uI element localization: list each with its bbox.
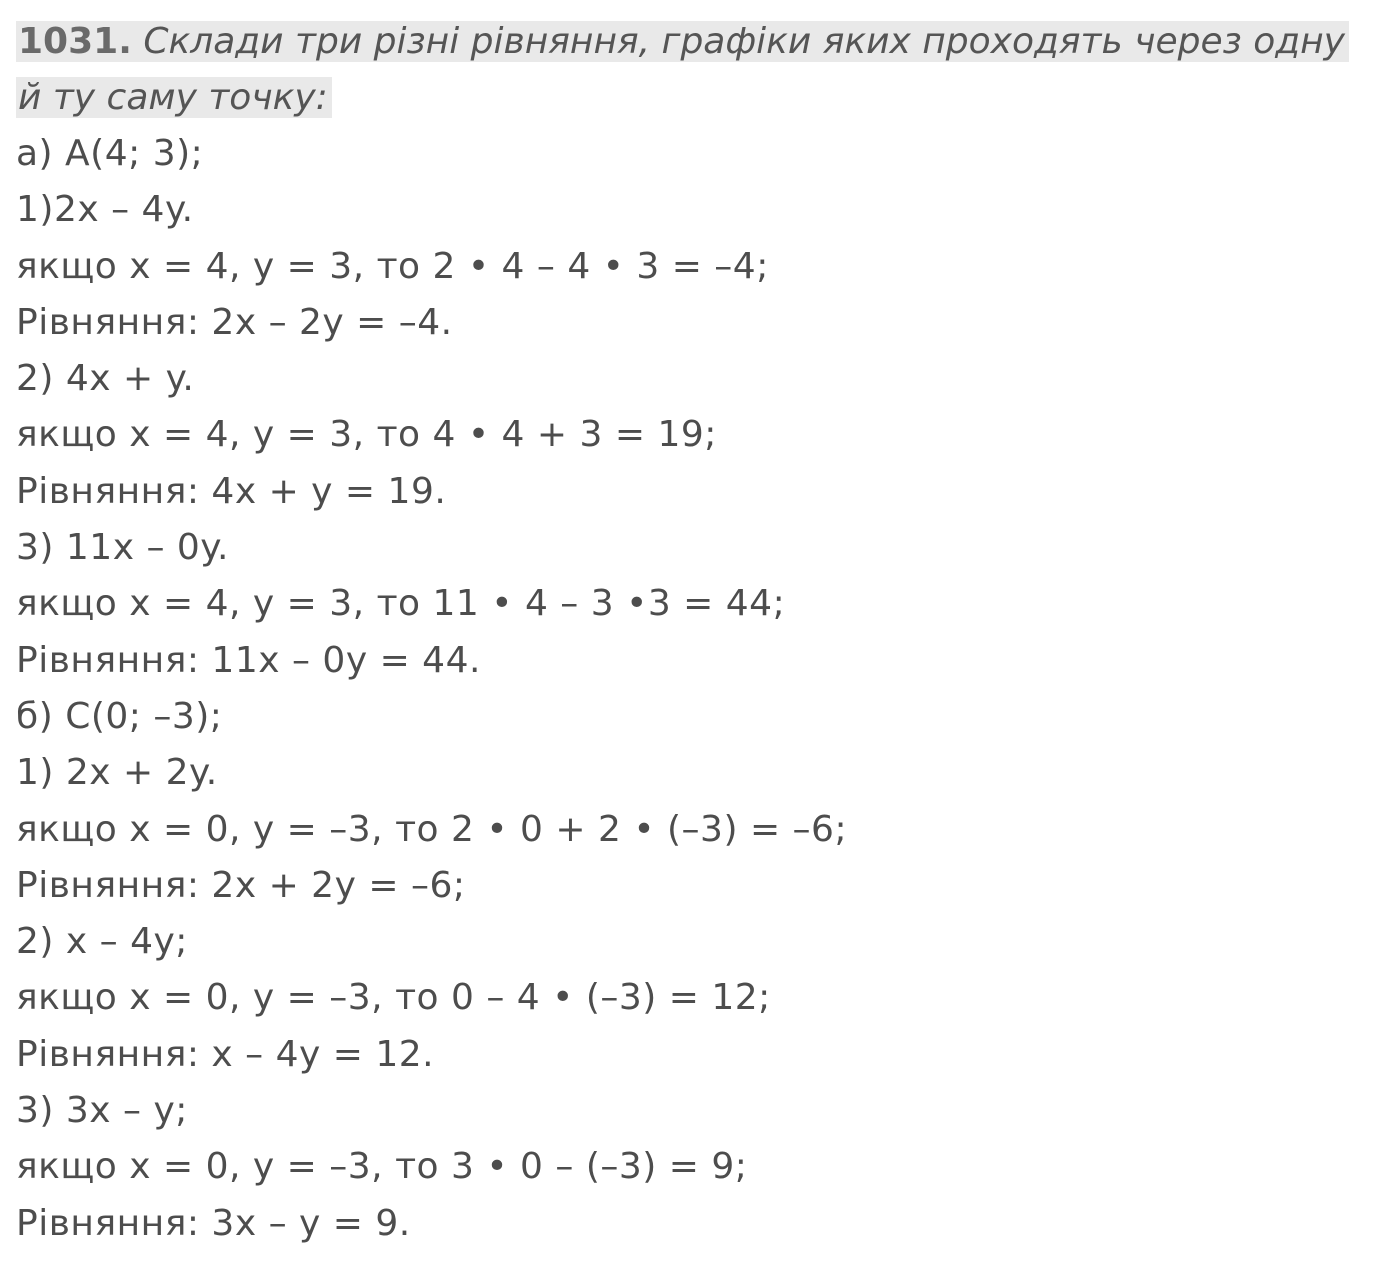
solution-line: Рівняння: x – 4y = 12.: [16, 1033, 435, 1075]
solution-line: якщо x = 0, y = –3, то 2 • 0 + 2 • (–3) = –6;: [16, 808, 848, 850]
solution-line: 1)2x – 4y.: [16, 189, 194, 231]
solution-line: якщо x = 4, y = 3, то 2 • 4 – 4 • 3 = –4;: [16, 245, 769, 287]
solution-line: якщо x = 0, y = –3, то 3 • 0 – (–3) = 9;: [16, 1146, 748, 1188]
solution-line: Рівняння: 3x – y = 9.: [16, 1202, 411, 1244]
solution-line: 2) x – 4y;: [16, 921, 188, 963]
solution-line: а) А(4; 3);: [16, 133, 204, 174]
solution-line: Рівняння: 2x + 2y = –6;: [16, 864, 466, 906]
solution-line: Рівняння: 4x + y = 19.: [16, 470, 447, 512]
solution-line: 3) 11x – 0y.: [16, 527, 229, 569]
solution-line: 1) 2x + 2y.: [16, 752, 218, 794]
task-statement: [16, 14, 1374, 126]
solution-line: 3) 3x – y;: [16, 1090, 188, 1132]
task-highlight: [16, 21, 1349, 118]
solution-line: якщо x = 4, y = 3, то 11 • 4 – 3 •3 = 44;: [16, 583, 786, 625]
solution-line: Рівняння: 11x – 0y = 44.: [16, 639, 481, 681]
solution-line: б) С(0; –3);: [16, 695, 223, 737]
solution-line: якщо x = 0, y = –3, то 0 – 4 • (–3) = 12;: [16, 977, 771, 1019]
task-text: Склади три різні рівняння, графіки яких проходять через одну й ту саму точку:: [18, 21, 1345, 118]
solution-lines: [16, 126, 1374, 1252]
solution-line: якщо x = 4, y = 3, то 4 • 4 + 3 = 19;: [16, 414, 717, 456]
solution-line: Рівняння: 2x – 2y = –4.: [16, 301, 453, 343]
solution-line: 2) 4x + y.: [16, 358, 195, 400]
task-number: 1031.: [18, 21, 132, 62]
